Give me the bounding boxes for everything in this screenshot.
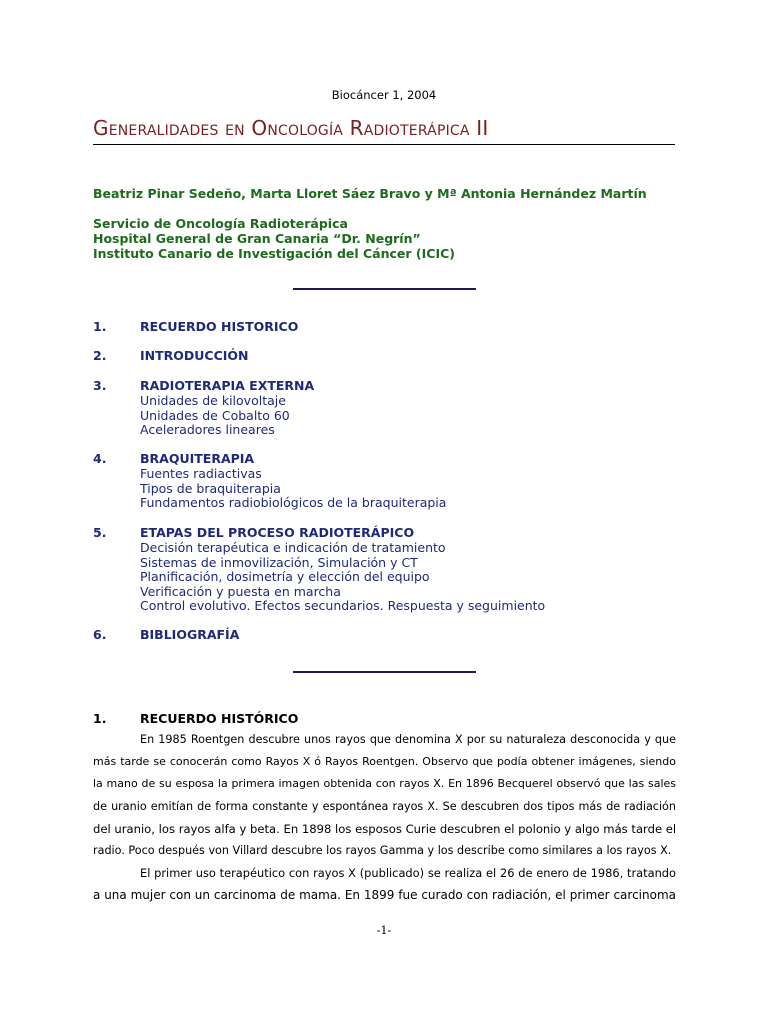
text-line: más tarde se conocerán como Rayos X ó Rayos Roentgen. Observo que podía obtener imágenes, siendo [93,755,676,769]
body-paragraph [93,862,676,906]
toc-heading: ETAPAS DEL PROCESO RADIOTERÁPICO [140,525,415,540]
toc-number: 1. [93,319,107,334]
text-line: del uranio, los rayos alfa y beta. En 1898 los esposos Curie descubren el polonio y algo más tarde el [93,821,676,836]
text-line: En 1985 Roentgen descubre unos rayos que denomina X por su naturaleza desconocida y que [140,733,676,746]
separator-rule [293,671,476,673]
toc-subitem: Tipos de braquiterapia [140,480,281,496]
toc-number: 6. [93,627,107,642]
toc-subitem: Planificación, dosimetría y elección del equipo [140,569,430,584]
section-title: RECUERDO HISTÓRICO [140,711,299,726]
toc-heading: RADIOTERAPIA EXTERNA [140,378,315,393]
section-number: 1. [93,711,107,726]
article-title: Generalidades en Oncología Radioterápica II [93,116,675,145]
toc-heading: BRAQUITERAPIA [140,451,255,466]
toc-number: 4. [93,451,107,466]
text-line: la mano de su esposa la primera imagen obtenida con rayos X. En 1896 Becquerel observó que las sales [93,777,676,791]
toc-subitem: Decisión terapéutica e indicación de tratamiento [140,540,446,555]
affiliation-line: Hospital General de Gran Canaria “Dr. Negrín” [93,231,421,246]
toc-subitem: Aceleradores lineares [140,422,275,437]
body-paragraph [93,729,676,862]
affiliation-line: Instituto Canario de Investigación del Cáncer (ICIC) [93,246,455,261]
toc-subitem: Control evolutivo. Efectos secundarios. Respuesta y seguimiento [140,598,546,613]
text-line: El primer uso terapéutico con rayos X (publicado) se realiza el 26 de enero de 1986, tratando [140,866,676,880]
toc-subitem: Verificación y puesta en marcha [140,583,341,599]
toc-number: 3. [93,378,107,393]
toc-subitem: Fuentes radiactivas [140,466,262,481]
journal-header: Biocáncer 1, 2004 [331,88,437,102]
affiliation-line: Servicio de Oncología Radioterápica [93,216,348,231]
text-line: de uranio emitían de forma constante y espontánea rayos X. Se descubren dos tipos más de radiación [93,799,676,813]
toc-subitem: Unidades de Cobalto 60 [140,407,290,423]
page-number: -1- [376,924,392,937]
text-line: radio. Poco después von Villard descubre los rayos Gamma y los describe como similares a los rayos X. [93,843,672,857]
toc-heading: INTRODUCCIÓN [140,348,249,363]
toc-subitem: Sistemas de inmovilización, Simulación y CT [140,554,418,570]
authors-line: Beatriz Pinar Sedeño, Marta Lloret Sáez Bravo y Mª Antonia Hernández Martín [93,186,647,201]
separator-rule [293,288,476,290]
toc-subitem: Fundamentos radiobiológicos de la braquiterapia [140,495,447,510]
affiliations [93,216,455,261]
text-line: a una mujer con un carcinoma de mama. En 1899 fue curado con radiación, el primer carcinoma [93,888,676,903]
toc-number: 2. [93,348,107,363]
toc-heading: BIBLIOGRAFÍA [140,627,240,642]
toc-subitem: Unidades de kilovoltaje [140,393,286,408]
toc-heading: RECUERDO HISTORICO [140,319,299,334]
toc-number: 5. [93,525,107,540]
